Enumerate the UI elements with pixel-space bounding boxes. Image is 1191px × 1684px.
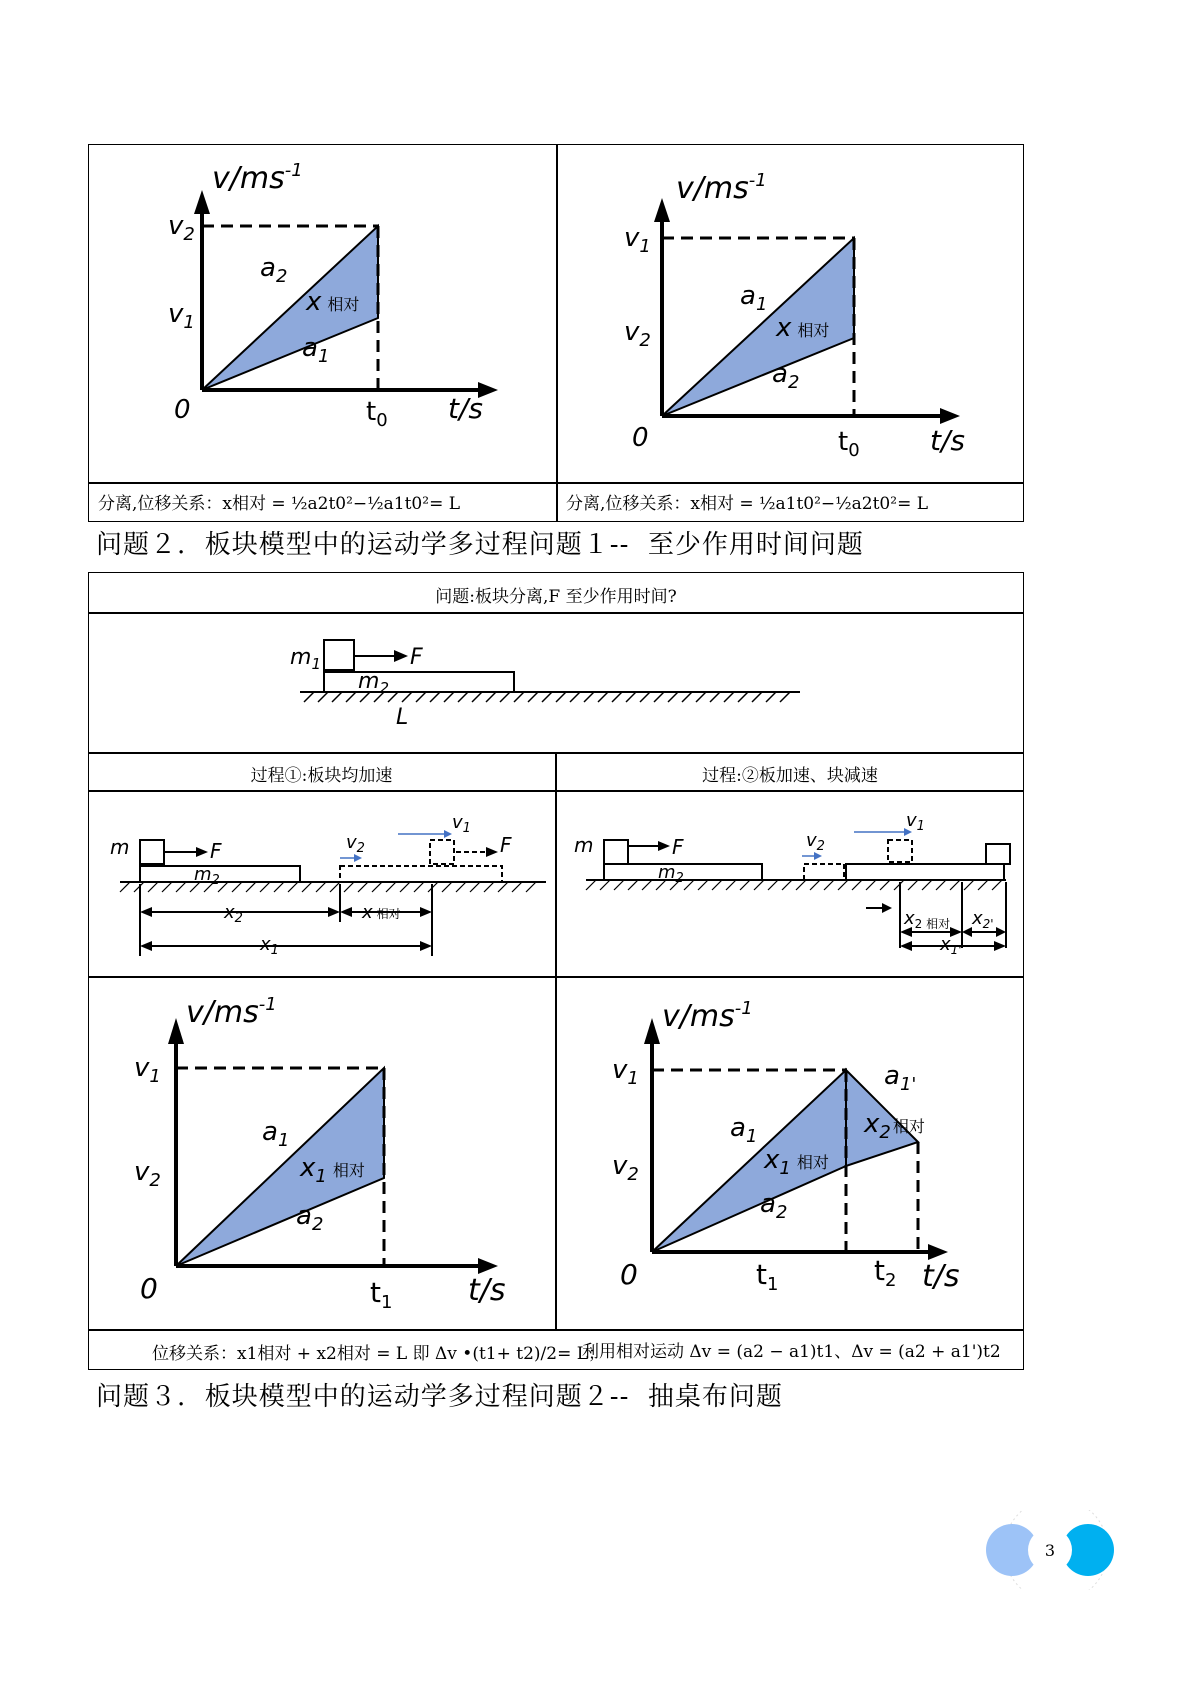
t2-label: $t_2$ (874, 1254, 897, 1291)
force-arrow (394, 650, 408, 662)
v2-label: $v_2$ (346, 832, 365, 856)
v-mid-label: $v_2$ (134, 1157, 161, 1191)
process1-diagram (100, 800, 550, 970)
lower-slope-label: $a_2$ (772, 359, 800, 393)
v-top-label: $v_2$ (168, 211, 195, 245)
heading-problem-3: 问题３. 板块模型中的运动学多过程问题２-- 抽桌布问题 (96, 1382, 783, 1412)
board-label: $m_2$ (658, 862, 684, 886)
top-table-caption-rule (88, 482, 1024, 484)
col-rule (555, 752, 557, 1330)
setup-diagram (270, 628, 830, 738)
heading-problem-2: 问题２. 板块模型中的运动学多过程问题１-- 至少作用时间问题 (96, 530, 864, 560)
top-right-caption: 分离,位移关系：x相对 = ½a1t0²−½a2t0²= L (566, 494, 929, 514)
t-label: $t_1$ (370, 1276, 393, 1313)
area-label: x相对 (306, 287, 360, 317)
origin-label: 0 (620, 1258, 638, 1291)
y-axis-label: $v/ms^{-1}$ (676, 170, 767, 206)
x1p-label: $x_{1'}$ (940, 934, 962, 957)
origin-label: 0 (174, 395, 191, 425)
block-label: m (110, 835, 130, 859)
x-axis-label: t/s (468, 1273, 506, 1308)
top-left-caption: 分离,位移关系：x相对 = ½a2t0²−½a1t0²= L (98, 494, 461, 514)
m1-label: $m_1$ (290, 645, 321, 673)
ground-hatch (120, 882, 536, 892)
vt-graph-process1 (100, 980, 550, 1325)
upper-slope-label: $a_1$ (262, 1117, 290, 1151)
bottom-caption-left: 位移关系：x1相对 + x2相对 = L 即 Δv •(t1+ t2)/2= L； (152, 1344, 606, 1364)
block-label: m (574, 833, 594, 857)
v-top-label: $v_1$ (134, 1053, 161, 1087)
area-label: x相对 (776, 313, 830, 343)
xrel-label: x相对 (362, 902, 401, 923)
top-table-divider (556, 144, 558, 522)
length-label: L (396, 705, 409, 730)
area1-label: $x_1$ $^{相对}$ (764, 1145, 829, 1179)
lower-slope-label: $a_2$ (760, 1189, 788, 1223)
process2-diagram (566, 800, 1020, 970)
x2-label: $x_2$ (224, 902, 243, 926)
origin-label: 0 (140, 1272, 158, 1305)
block-m1 (324, 640, 354, 670)
t1-label: $t_1$ (756, 1258, 779, 1295)
v-mid-label: $v_2$ (612, 1151, 639, 1185)
v1-label: $v_1$ (452, 812, 471, 836)
bottom-caption-right: 利用相对运动 Δv = (a2 − a1)t1、Δv = (a2 + a1')t2 (582, 1342, 1001, 1362)
force-label: F (210, 839, 222, 863)
upper-slope-label: $a_1$ (740, 281, 768, 315)
force-label: F (410, 645, 423, 670)
lower-slope-label: $a_2$ (296, 1201, 324, 1235)
process1-title: 过程①:板块均加速 (250, 766, 393, 786)
v-mid-label: $v_1$ (168, 299, 195, 333)
x-axis-label: t/s (922, 1259, 960, 1294)
force-label-shifted: F (500, 833, 512, 857)
page-number: 3 (1044, 1541, 1056, 1560)
v-top-label: $v_1$ (624, 223, 651, 257)
ground-hatch (586, 880, 1002, 890)
upper-slope-label: $a_1$ (730, 1113, 758, 1147)
process2-title: 过程:②板加速、块减速 (702, 766, 878, 786)
x2rel-label: $x_{2 相对}$ (904, 908, 951, 931)
force-label: F (672, 835, 684, 859)
decel-slope-label: $a_{1'}$ (884, 1061, 917, 1095)
vt-graph-process2 (566, 980, 1020, 1325)
v-top-label: $v_1$ (612, 1055, 639, 1089)
v1-label: $v_1$ (906, 810, 925, 834)
lower-slope-label: $a_1$ (302, 333, 330, 367)
y-axis-label: $v/ms^{-1}$ (186, 994, 277, 1030)
x1-label: $x_1$ (260, 934, 279, 958)
row-rule (88, 612, 1024, 614)
y-axis-label: $v/ms^{-1}$ (662, 998, 753, 1034)
y-axis-label: $v/ms^{-1}$ (212, 160, 303, 196)
page-number-badge (960, 1510, 1132, 1590)
origin-label: 0 (632, 423, 649, 453)
m2-label: $m_2$ (358, 669, 389, 697)
board-m2 (324, 672, 514, 692)
v2-label: $v_2$ (806, 830, 825, 854)
x-axis-label: t/s (448, 392, 483, 425)
upper-slope-label: $a_2$ (260, 253, 288, 287)
t-label: $t_0$ (838, 427, 860, 461)
vt-graph-right (592, 160, 1012, 480)
v-mid-label: $v_2$ (624, 317, 651, 351)
t-label: $t_0$ (366, 397, 388, 431)
vt-graph-left (120, 150, 540, 480)
area-label: $x_1$ $^{相对}$ (300, 1153, 365, 1187)
x-axis-label: t/s (930, 424, 965, 457)
area2-label: $x_2$ $^{相对}$ (864, 1109, 925, 1143)
question-text: 问题:板块分离,F 至少作用时间? (435, 587, 677, 607)
board-label: $m_2$ (194, 864, 220, 888)
x2p-label: $x_{2'}$ (972, 908, 994, 931)
